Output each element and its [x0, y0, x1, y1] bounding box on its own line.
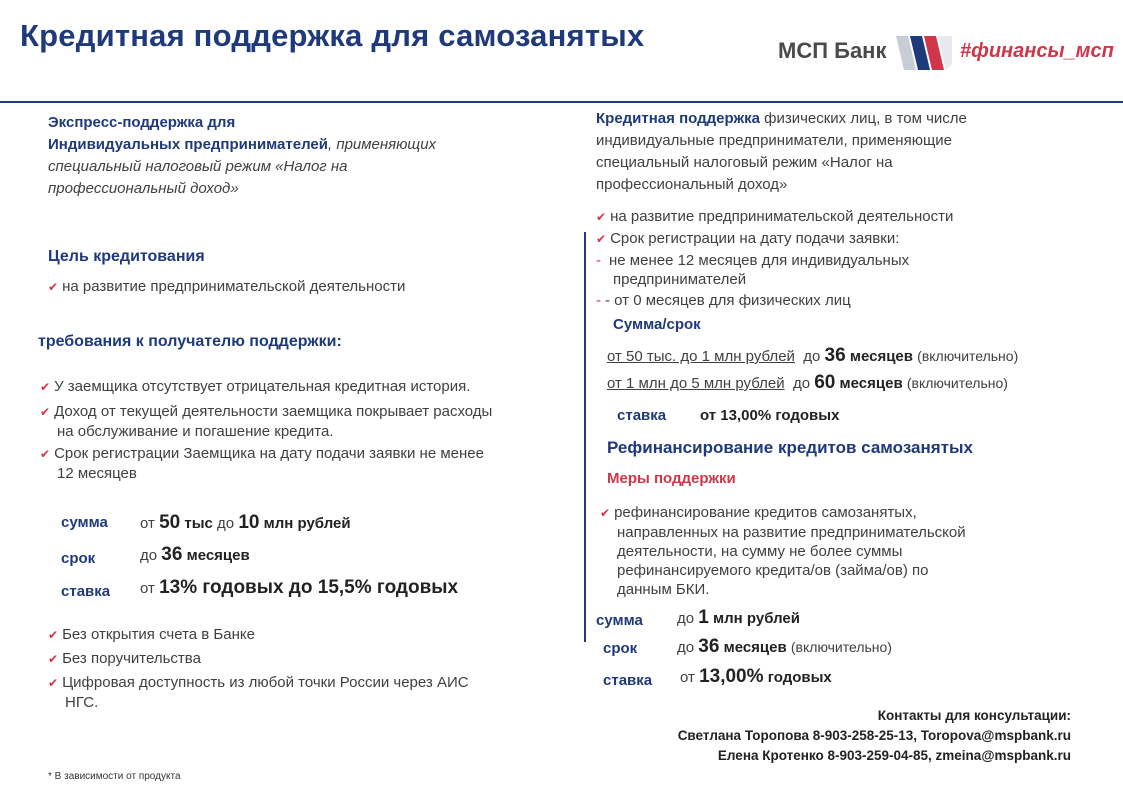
list-item: ✔ Без поручительства — [48, 650, 201, 667]
hashtag: #финансы_мсп — [960, 40, 1114, 62]
check-icon: ✔ — [40, 380, 51, 394]
check-icon: ✔ — [48, 280, 59, 294]
bank-name: МСП Банк — [778, 38, 887, 63]
right-intro: Кредитная поддержка физических лиц, в том числе индивидуальные предприниматели, применяющие специальный налоговый режим «Налог на профессиональный доход» — [596, 110, 967, 193]
refin-term-label: срок — [603, 640, 638, 657]
rate-value: от 13% годовых до 15,5% годовых — [140, 577, 459, 598]
contact-line: Светлана Торопова 8-903-258-25-13, Toropova@mspbank.ru — [677, 728, 1071, 743]
check-icon: ✔ — [40, 447, 51, 461]
column-divider — [584, 232, 586, 642]
list-item: ✔ Доход от текущей деятельности заемщика покрывает расходы — [40, 403, 493, 420]
measures-list: ✔ рефинансирование кредитов самозанятых, направленных на развитие предпринимательской деятельности, на сумму не более суммы рефинансируемого кредита/ов (займа/ов) по данным БКИ. — [600, 504, 966, 598]
sumterm-title: Сумма/срок — [613, 316, 701, 333]
check-icon: ✔ — [596, 232, 607, 246]
list-item: ✔ Срок регистрации Заемщика на дату подачи заявки не менее — [40, 445, 484, 462]
requirements-title: требования к получателю поддержки: — [38, 333, 342, 350]
sum-label: сумма — [61, 514, 108, 531]
rate-label: ставка — [61, 583, 111, 600]
list-item: - - от 0 месяцев для физических лиц — [596, 292, 851, 309]
contacts-block — [678, 706, 1071, 766]
check-icon: ✔ — [596, 210, 607, 224]
bank-logo-icon — [894, 34, 954, 72]
check-icon: ✔ — [48, 628, 59, 642]
requirements-list: ✔ У заемщика отсутствует отрицательная кредитная история. ✔ Доход от текущей деятельности заемщика покрывает расходы на обслуживание и погашение кредита. ✔ Срок регистрации Заемщика на дату подачи заявки не менее 12 месяцев — [40, 377, 580, 483]
left-intro: Экспресс-поддержка для Индивидуальных предпринимателей, применяющих специальный налоговый режим «Налог на профессиональный доход» — [48, 114, 437, 197]
check-icon: ✔ — [48, 676, 59, 690]
list-item: ✔ Без открытия счета в Банке — [48, 626, 255, 643]
refin-sum-label: сумма — [596, 612, 643, 629]
refin-rate-value: от 13,00% годовых — [680, 666, 832, 687]
list-item: - не менее 12 месяцев для индивидуальных — [596, 252, 910, 269]
refin-rate-label: ставка — [603, 672, 653, 689]
term-label: срок — [61, 550, 96, 567]
contacts-title: Контакты для консультации: — [877, 708, 1071, 723]
list-item: ✔ У заемщика отсутствует отрицательная кредитная история. — [40, 378, 471, 395]
range-row-2: от 1 млн до 5 млн рублей до 60 месяцев (включительно) — [607, 372, 1008, 393]
term-value: до 36 месяцев — [140, 544, 250, 565]
refin-sum-value: до 1 млн рублей — [677, 607, 800, 628]
right-rate-label: ставка — [617, 407, 667, 424]
list-item: ✔ Срок регистрации на дату подачи заявки: — [596, 230, 900, 247]
sum-value: от 50 тыс до 10 млн рублей — [140, 512, 351, 533]
right-conditions: ✔ на развитие предпринимательской деятельности ✔ Срок регистрации на дату подачи заявки: - не менее 12 месяцев для индивидуальных предпринимателей - - от 0 месяцев для физических лиц — [596, 208, 954, 309]
check-icon: ✔ — [48, 652, 59, 666]
advantages-list: ✔ Без открытия счета в Банке ✔ Без поручительства ✔ Цифровая доступность из любой точки России через АИС НГС. — [48, 625, 578, 712]
check-icon: ✔ — [600, 506, 611, 520]
refin-title: Рефинансирование кредитов самозанятых — [607, 438, 973, 457]
goal-item: ✔ на развитие предпринимательской деятельности — [48, 278, 406, 295]
measures-title: Меры поддержки — [607, 470, 736, 487]
range-row-1: от 50 тыс. до 1 млн рублей до 36 месяцев (включительно) — [607, 345, 1019, 366]
goal-title: Цель кредитования — [48, 248, 205, 265]
list-item: ✔ на развитие предпринимательской деятельности — [596, 208, 954, 225]
page-title: Кредитная поддержка для самозанятых — [20, 18, 645, 53]
refin-term-value: до 36 месяцев (включительно) — [677, 636, 892, 657]
list-item: ✔ рефинансирование кредитов самозанятых, — [600, 504, 917, 521]
list-item: ✔ Цифровая доступность из любой точки России через АИС — [48, 674, 469, 691]
header-divider — [0, 101, 1123, 103]
check-icon: ✔ — [40, 405, 51, 419]
right-rate-value: от 13,00% годовых — [700, 407, 840, 424]
footnote: * В зависимости от продукта — [48, 771, 181, 782]
contact-line: Елена Кротенко 8-903-259-04-85, zmeina@mspbank.ru — [717, 748, 1071, 763]
